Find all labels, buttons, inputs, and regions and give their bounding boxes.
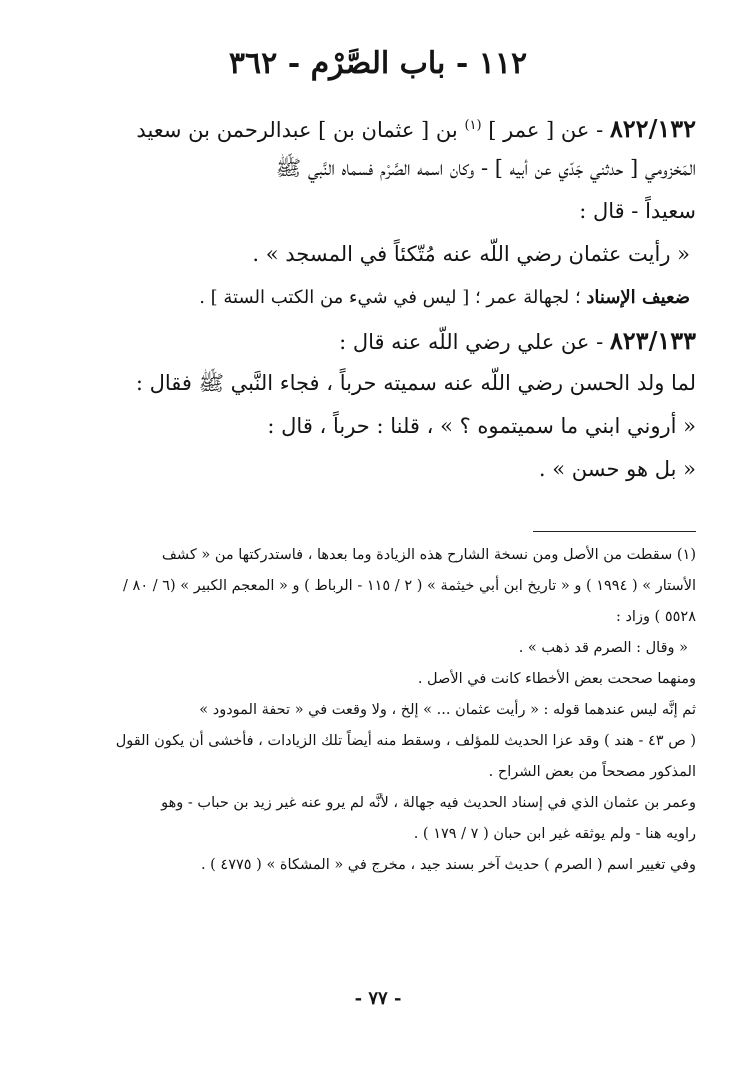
footnote-line: « وقال : الصرم قد ذهب » .	[518, 640, 688, 656]
main-text	[55, 104, 696, 491]
hadith-2-line-1	[55, 319, 696, 362]
hadith-1-line-3: سعيداً - قال :	[579, 199, 696, 223]
footnote-line: وعمر بن عثمان الذي في إسناد الحديث فيه جهالة ، لأنَّه لم يرو عنه غير زيد بن حباب - وهو	[161, 795, 696, 811]
footnote-line: ومنهما صححت بعض الأخطاء كانت في الأصل .	[417, 671, 696, 687]
footnote-line: (١) سقطت من الأصل ومن نسخة الشارح هذه الزيادة وما بعدها ، فاستدركتها من « كشف	[161, 547, 696, 563]
footnote-line: الأستار » ( ١٩٩٤ ) و « تاريخ ابن أبي خيثمة » ( ٢ / ١١٥ - الرباط ) و « المعجم الكبير » (٦ / ٨٠ /	[123, 578, 696, 594]
footnote-line: ( ص ٤٣ - هند ) وقد عزا الحديث للمؤلف ، وسقط منه أيضاً تلك الزيادات ، فأخشى أن يكون القول	[115, 733, 696, 749]
page-number: - ٧٧ -	[354, 988, 402, 1009]
footnote-line: ثم إنَّه ليس عندهما قوله : « رأيت عثمان ... » إلخ ، ولا وقعت في « تحفة المودود »	[199, 702, 696, 718]
chapter-title: ١١٢ - باب الصَّرْم - ٣٦٢	[228, 46, 528, 81]
footnote-line: وفي تغيير اسم ( الصرم ) حديث آخر بسند جيد ، مخرج في « المشكاة » ( ٤٧٧٥ ) .	[200, 857, 696, 873]
footnote-line: ٥٥٢٨ ) وزاد :	[615, 609, 696, 625]
footnote-line: المذكور مصححاً من بعض الشراح .	[488, 764, 696, 780]
hadith-2-line-3: « أروني ابني ما سميتموه ؟ » ، قلنا : حرباً ، قال :	[267, 414, 696, 438]
hadith-1-number: ٨٢٢/١٣٢	[609, 114, 696, 143]
footnote-ref-1[interactable]: (١)	[464, 118, 482, 133]
grade-reason: ؛ لجهالة عمر ؛ [ ليس في شيء من الكتب الستة ] .	[199, 287, 587, 308]
hadith-2-chain: - عن علي رضي اللّه عنه قال :	[339, 330, 610, 354]
footnotes	[55, 540, 696, 881]
hadith-1-line-1	[55, 104, 696, 147]
hadith-1-chain-end: بن [ عثمان بن ] عبدالرحمن بن سعيد	[136, 118, 465, 142]
footnote-divider	[533, 531, 696, 532]
hadith-2-line-2: لما ولد الحسن رضي اللّه عنه سميته حرباً ، فجاء النَّبي ﷺ فقال :	[135, 371, 696, 395]
hadith-2-number: ٨٢٣/١٣٣	[609, 326, 696, 355]
grade-label: ضعيف الإسناد	[586, 287, 690, 308]
hadith-1-line-2: المَخزومي [ حدثني جَدّي عن أبيه ] - وكان اسمه الصَّرْم فسماه النَّبي ﷺ	[275, 156, 696, 180]
footnote-line: راويه هنا - ولم يوثقه غير ابن حبان ( ٧ / ١٧٩ ) .	[413, 826, 696, 842]
hadith-1-chain-start: - عن [ عمر ]	[481, 118, 610, 142]
hadith-2-line-4: « بل هو حسن » .	[538, 457, 696, 481]
hadith-1-grade	[55, 276, 696, 319]
hadith-1-text: « رأيت عثمان رضي اللّه عنه مُتّكئاً في المسجد » .	[252, 242, 690, 266]
